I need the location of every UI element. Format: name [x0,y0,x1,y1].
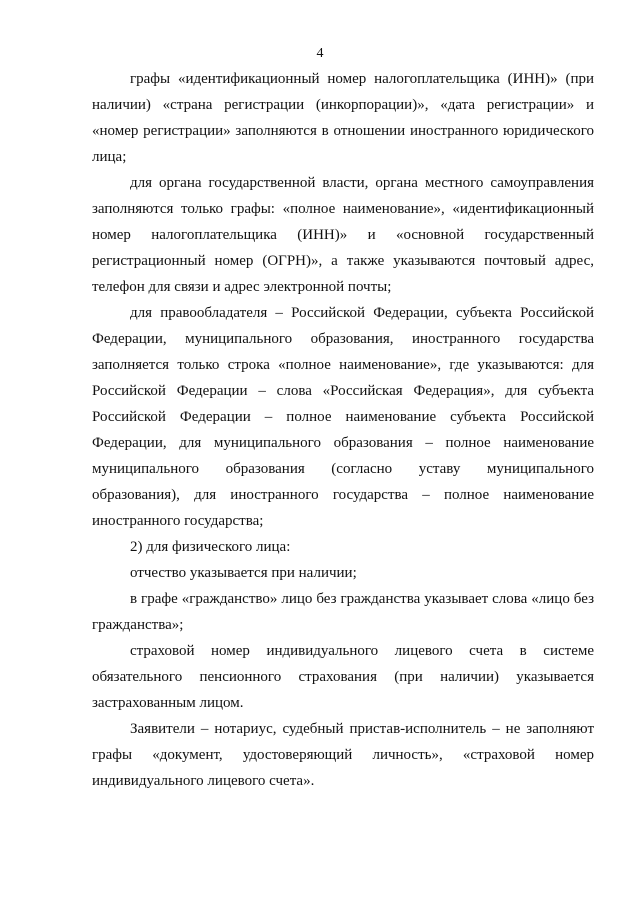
paragraph-government-body: для органа государственной власти, органа местного самоуправления заполняются только графы: «полное наименование», «идентификационный номер налогоплательщика (ИНН)» и «основной государственный регистрационный номер (ОГРН)», а также указываются почтовый адрес, телефон для связи и адрес электронной почты; [92,175,594,295]
paragraph-patronymic: отчество указывается при наличии; [130,565,357,581]
paragraph-individual-heading: 2) для физического лица: [130,539,291,555]
paragraph-insurance-number: страховой номер индивидуального лицевого счета в системе обязательного пенсионного страхования (при наличии) указывается застрахованным лицом. [92,643,594,711]
paragraph-citizenship: в графе «гражданство» лицо без гражданства указывает слова «лицо без гражданства»; [92,591,594,633]
document-body [92,66,594,794]
paragraph-foreign-entity: графы «идентификационный номер налогоплательщика (ИНН)» (при наличии) «страна регистрации (инкорпорации)», «дата регистрации» и «номер регистрации» заполняются в отношении иностранного юридического лица; [92,71,594,165]
paragraph-rightholder-state: для правообладателя – Российской Федерации, субъекта Российской Федерации, муниципального образования, иностранного государства заполняется только строка «полное наименование», где указываются: для Российской Федерации – слова «Российская Федерация», для субъекта Российской Федерации – полное наименование субъекта Российской Федерации, для муниципального образования – полное наименование муниципального образования (согласно уставу муниципального образования), для иностранного государства – полное наименование иностранного государства; [92,305,594,529]
page-number: 4 [316,46,324,61]
paragraph-applicants: Заявители – нотариус, судебный пристав-исполнитель – не заполняют графы «документ, удостоверяющий личность», «страховой номер индивидуального лицевого счета». [92,721,594,789]
